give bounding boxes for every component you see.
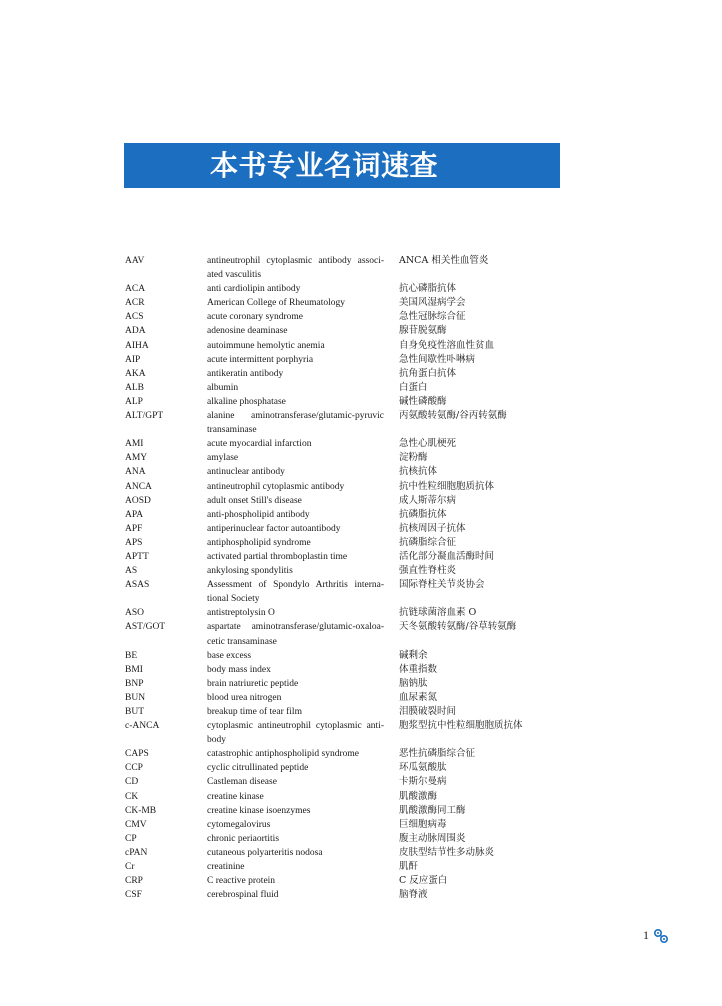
glossary-row bbox=[125, 705, 545, 719]
term-english: alkaline phosphatase bbox=[207, 396, 286, 407]
glossary-row bbox=[125, 550, 545, 564]
term-english: acute myocardial infarction bbox=[207, 439, 312, 450]
term-abbreviation: cPAN bbox=[125, 847, 148, 858]
term-chinese: 抗磷脂综合征 bbox=[399, 536, 457, 548]
glossary-row bbox=[125, 395, 545, 409]
term-abbreviation: BE bbox=[125, 650, 138, 661]
term-chinese: 泪膜破裂时间 bbox=[399, 706, 457, 717]
term-chinese: 急性冠脉综合征 bbox=[399, 311, 466, 323]
term-chinese: ANCA 相关性血管炎 bbox=[399, 255, 489, 266]
term-abbreviation: AOSD bbox=[125, 495, 151, 506]
term-chinese: 强直性脊柱炎 bbox=[399, 565, 457, 577]
term-chinese: C 反应蛋白 bbox=[399, 875, 448, 887]
glossary-row bbox=[125, 719, 545, 747]
term-english: anti-phospholipid antibody bbox=[207, 509, 310, 520]
term-chinese: 腺苷脱氨酶 bbox=[399, 325, 447, 337]
glossary-row bbox=[125, 578, 545, 606]
term-chinese: 肌酸激酶 bbox=[399, 790, 438, 802]
term-chinese: 抗磷脂抗体 bbox=[399, 508, 447, 520]
glossary-row bbox=[125, 451, 545, 465]
glossary-row bbox=[125, 818, 545, 832]
glossary-row bbox=[125, 677, 545, 691]
glossary-row bbox=[125, 282, 545, 296]
glossary-row bbox=[125, 775, 545, 789]
term-english: cutaneous polyarteritis nodosa bbox=[207, 847, 323, 858]
term-abbreviation: ADA bbox=[125, 326, 146, 337]
glossary-row bbox=[125, 620, 545, 648]
term-english: acute intermittent porphyria bbox=[207, 354, 314, 365]
term-chinese: 抗中性粒细胞胞质抗体 bbox=[399, 480, 495, 492]
page-number: 1 bbox=[643, 928, 649, 942]
glossary-row bbox=[125, 747, 545, 761]
term-english: creatinine bbox=[207, 862, 245, 873]
glossary-row bbox=[125, 437, 545, 451]
glossary-row bbox=[125, 564, 545, 578]
section-banner bbox=[124, 143, 560, 188]
term-english: cerebrospinal fluid bbox=[207, 890, 279, 901]
term-abbreviation: CAPS bbox=[125, 749, 149, 760]
glossary-row bbox=[125, 874, 545, 888]
glossary-row bbox=[125, 324, 545, 338]
term-abbreviation: AAV bbox=[125, 256, 145, 266]
term-english: creatine kinase isoenzymes bbox=[207, 805, 311, 816]
term-abbreviation: AKA bbox=[125, 368, 146, 379]
glossary-row bbox=[125, 381, 545, 395]
glossary-row bbox=[125, 494, 545, 508]
term-chinese: 急性心肌梗死 bbox=[399, 438, 457, 450]
term-chinese: 巨细胞病毒 bbox=[399, 818, 447, 830]
term-chinese: 胞浆型抗中性粒细胞胞质抗体 bbox=[399, 720, 523, 732]
term-abbreviation: CRP bbox=[125, 876, 143, 887]
term-abbreviation: CK-MB bbox=[125, 805, 157, 816]
term-chinese: 白蛋白 bbox=[399, 381, 428, 393]
term-chinese: 抗心磷脂抗体 bbox=[399, 283, 457, 295]
term-chinese: 抗核抗体 bbox=[399, 466, 438, 478]
term-abbreviation: APF bbox=[125, 523, 143, 534]
term-chinese: 抗链球菌溶血素 O bbox=[399, 607, 477, 619]
term-abbreviation: CSF bbox=[125, 890, 142, 901]
term-english: antineutrophil cytoplasmic antibody bbox=[207, 481, 345, 492]
gear-cluster-icon bbox=[652, 928, 670, 944]
term-chinese: 抗角蛋白抗体 bbox=[399, 367, 457, 379]
glossary-row bbox=[125, 409, 545, 437]
term-abbreviation: ACR bbox=[125, 298, 145, 309]
term-chinese: 脑钠肽 bbox=[399, 677, 428, 689]
glossary-row bbox=[125, 480, 545, 494]
term-abbreviation: ACS bbox=[125, 312, 144, 323]
term-english: C reactive protein bbox=[207, 876, 276, 887]
term-chinese: 肌酸激酶同工酶 bbox=[399, 804, 466, 816]
glossary-row bbox=[125, 663, 545, 677]
glossary-row bbox=[125, 536, 545, 550]
term-english: ankylosing spondylitis bbox=[207, 566, 293, 577]
glossary-row bbox=[125, 508, 545, 522]
term-abbreviation: AMY bbox=[125, 453, 148, 464]
glossary-list bbox=[125, 254, 545, 902]
glossary-row bbox=[125, 339, 545, 353]
term-chinese: 国际脊柱关节炎协会 bbox=[399, 579, 485, 591]
term-chinese: 美国风湿病学会 bbox=[399, 297, 466, 309]
term-chinese: 成人斯蒂尔病 bbox=[399, 494, 457, 506]
term-abbreviation: CD bbox=[125, 777, 139, 788]
term-abbreviation: CMV bbox=[125, 819, 147, 830]
term-english: antistreptolysin O bbox=[207, 608, 275, 619]
term-chinese: 卡斯尔曼病 bbox=[399, 776, 447, 788]
term-chinese: 皮肤型结节性多动脉炎 bbox=[399, 846, 495, 858]
term-english: alanine aminotransferase/glutamic-pyruvic transaminase bbox=[207, 411, 384, 436]
term-abbreviation: ALP bbox=[125, 396, 143, 407]
glossary-row bbox=[125, 846, 545, 860]
term-english: anti cardiolipin antibody bbox=[207, 284, 301, 295]
term-chinese: 脑脊液 bbox=[399, 889, 428, 901]
term-chinese: 丙氨酸转氨酶/谷丙转氨酶 bbox=[399, 410, 507, 422]
term-chinese: 天冬氨酸转氨酶/谷草转氨酶 bbox=[399, 621, 517, 633]
term-abbreviation: AIHA bbox=[125, 340, 149, 351]
glossary-row bbox=[125, 367, 545, 381]
term-abbreviation: c-ANCA bbox=[125, 721, 160, 732]
term-english: blood urea nitrogen bbox=[207, 692, 282, 703]
term-abbreviation: ACA bbox=[125, 284, 146, 295]
glossary-row bbox=[125, 761, 545, 775]
term-abbreviation: BUT bbox=[125, 707, 144, 717]
term-english: American College of Rheumatology bbox=[207, 298, 345, 309]
term-abbreviation: CK bbox=[125, 791, 139, 802]
term-english: cytoplasmic antineutrophil cytoplasmic anti-body bbox=[207, 721, 384, 746]
term-english: adult onset Still's disease bbox=[207, 495, 302, 506]
term-english: base excess bbox=[207, 650, 252, 661]
term-english: autoimmune hemolytic anemia bbox=[207, 340, 325, 351]
glossary-row bbox=[125, 522, 545, 536]
glossary-row bbox=[125, 353, 545, 367]
term-abbreviation: ANA bbox=[125, 467, 146, 478]
term-abbreviation: APA bbox=[125, 509, 144, 520]
term-english: Castleman disease bbox=[207, 777, 277, 788]
term-chinese: 自身免疫性溶血性贫血 bbox=[399, 339, 495, 351]
term-english: breakup time of tear film bbox=[207, 707, 302, 717]
glossary-row bbox=[125, 860, 545, 874]
term-abbreviation: APTT bbox=[125, 551, 149, 562]
term-english: brain natriuretic peptide bbox=[207, 678, 299, 689]
glossary-row bbox=[125, 888, 545, 902]
term-english: albumin bbox=[207, 382, 239, 393]
term-english: chronic periaortitis bbox=[207, 833, 280, 844]
term-english: adenosine deaminase bbox=[207, 326, 288, 337]
term-english: creatine kinase bbox=[207, 791, 264, 802]
term-abbreviation: CCP bbox=[125, 763, 143, 774]
term-english: aspartate aminotransferase/glutamic-oxaloa-cetic transaminase bbox=[207, 622, 384, 647]
term-abbreviation: Cr bbox=[125, 862, 135, 873]
glossary-row bbox=[125, 790, 545, 804]
term-abbreviation: CP bbox=[125, 833, 137, 844]
term-abbreviation: AMI bbox=[125, 439, 144, 450]
glossary-row bbox=[125, 649, 545, 663]
glossary-row bbox=[125, 465, 545, 479]
term-english: antiperinuclear factor autoantibody bbox=[207, 523, 341, 534]
glossary-row bbox=[125, 254, 545, 282]
term-chinese: 碱性磷酸酶 bbox=[399, 395, 447, 407]
term-chinese: 活化部分凝血活酶时间 bbox=[399, 550, 495, 562]
term-english: body mass index bbox=[207, 664, 271, 675]
term-chinese: 体重指数 bbox=[399, 663, 438, 675]
term-english: acute coronary syndrome bbox=[207, 312, 304, 323]
section-title: 本书专业名词速查 bbox=[210, 149, 439, 182]
term-abbreviation: ANCA bbox=[125, 481, 152, 492]
term-abbreviation: ALT/GPT bbox=[125, 411, 164, 422]
term-abbreviation: BMI bbox=[125, 664, 143, 675]
term-abbreviation: BUN bbox=[125, 692, 146, 703]
term-chinese: 急性间歇性卟啉病 bbox=[399, 353, 476, 365]
glossary-row bbox=[125, 606, 545, 620]
term-chinese: 环瓜氨酸肽 bbox=[399, 762, 447, 774]
term-abbreviation: ALB bbox=[125, 382, 144, 393]
glossary-row bbox=[125, 296, 545, 310]
term-english: activated partial thromboplastin time bbox=[207, 551, 348, 562]
term-abbreviation: APS bbox=[125, 537, 143, 548]
term-english: catastrophic antiphospholipid syndrome bbox=[207, 749, 359, 760]
term-english: antinuclear antibody bbox=[207, 467, 285, 478]
term-english: Assessment of Spondylo Arthritis interna-tional Society bbox=[207, 580, 384, 605]
term-chinese: 淀粉酶 bbox=[399, 452, 428, 464]
glossary-row bbox=[125, 832, 545, 846]
term-english: amylase bbox=[207, 453, 239, 464]
term-english: antineutrophil cytoplasmic antibody associ-ated vasculitis bbox=[207, 256, 384, 281]
glossary-row bbox=[125, 804, 545, 818]
term-abbreviation: ASO bbox=[125, 608, 145, 619]
term-abbreviation: ASAS bbox=[125, 580, 150, 591]
term-chinese: 抗核周因子抗体 bbox=[399, 522, 466, 534]
term-chinese: 恶性抗磷脂综合征 bbox=[399, 748, 476, 760]
term-english: antikeratin antibody bbox=[207, 368, 284, 379]
term-abbreviation: AS bbox=[125, 566, 138, 577]
term-abbreviation: AST/GOT bbox=[125, 622, 166, 633]
term-abbreviation: BNP bbox=[125, 678, 144, 689]
term-english: cyclic citrullinated peptide bbox=[207, 763, 309, 774]
term-chinese: 血尿素氮 bbox=[399, 691, 438, 703]
term-chinese: 腹主动脉周围炎 bbox=[399, 832, 466, 844]
term-chinese: 肌酐 bbox=[399, 861, 419, 873]
glossary-row bbox=[125, 310, 545, 324]
term-abbreviation: AIP bbox=[125, 354, 141, 365]
term-english: cytomegalovirus bbox=[207, 819, 271, 830]
term-english: antiphospholipid syndrome bbox=[207, 537, 311, 548]
term-chinese: 碱剩余 bbox=[399, 649, 428, 661]
glossary-row bbox=[125, 691, 545, 705]
